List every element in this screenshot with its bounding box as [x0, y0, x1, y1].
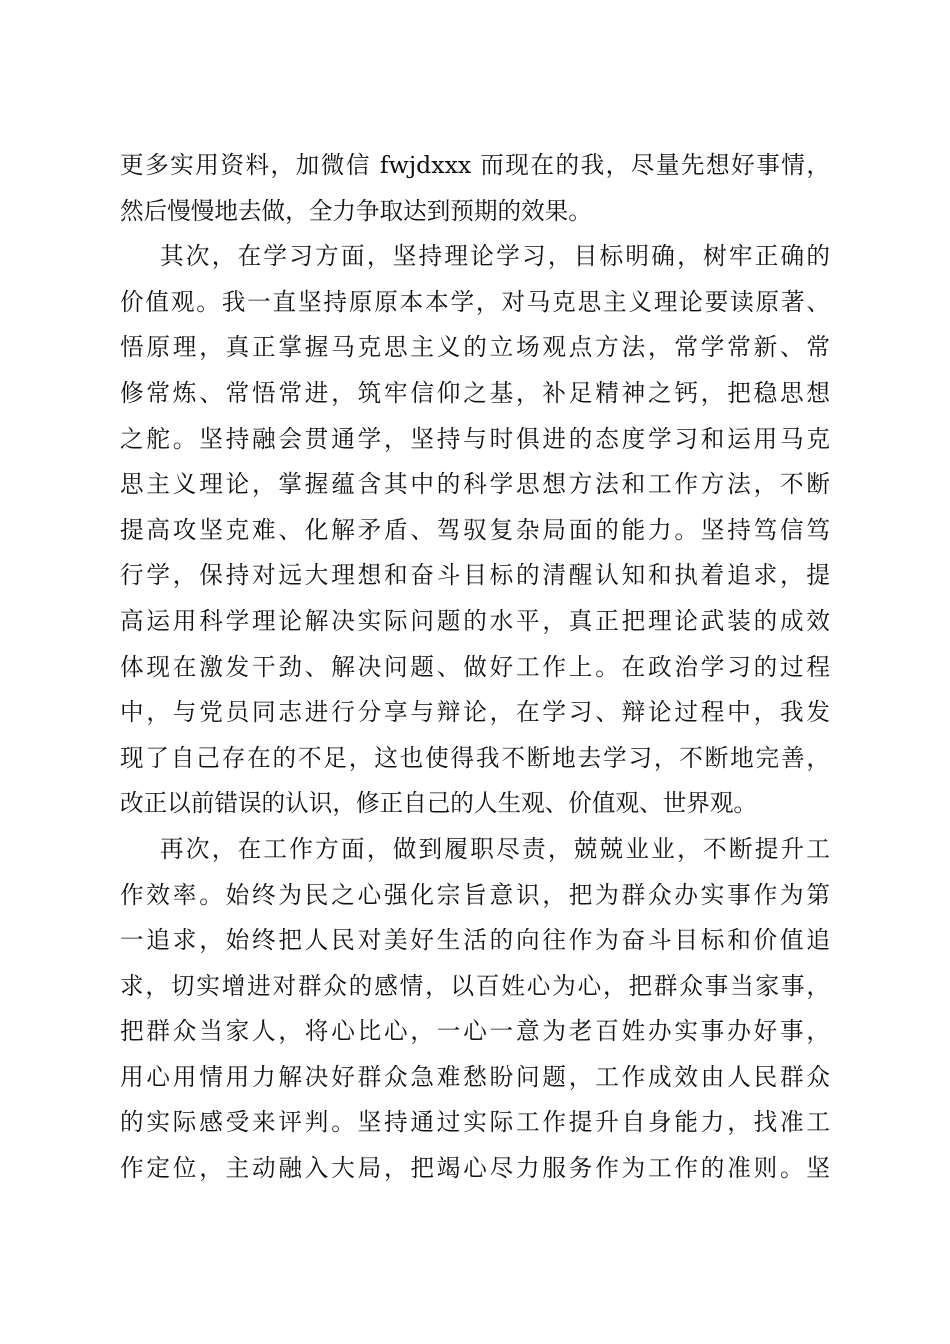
text-line: 作效率。始终为民之心强化宗旨意识，把为群众办实事作为第	[120, 880, 830, 909]
text-line: 提高攻坚克难、化解矛盾、驾驭复杂局面的能力。坚持笃信笃	[120, 515, 830, 544]
text-line: 体现在激发干劲、解决问题、做好工作上。在政治学习的过程	[120, 652, 830, 681]
text-line: 现了自己存在的不足，这也使得我不断地去学习，不断地完善，	[120, 743, 830, 772]
text-line: 悟原理，真正掌握马克思主义的立场观点方法，常学常新、常	[120, 333, 830, 362]
text-line: 然后慢慢地去做，全力争取达到预期的效果。	[120, 196, 592, 225]
paragraph-first-line: 再次，在工作方面，做到履职尽责，兢兢业业，不断提升工	[160, 834, 830, 863]
text-line: 价值观。我一直坚持原原本本学，对马克思主义理论要读原著、	[120, 287, 830, 316]
text-line: 修常炼、常悟常进，筑牢信仰之基，补足精神之钙，把稳思想	[120, 378, 830, 407]
text-line: 思主义理论，掌握蕴含其中的科学思想方法和工作方法，不断	[120, 470, 830, 499]
text-line: 的实际感受来评判。坚持通过实际工作提升自身能力，找准工	[120, 1108, 830, 1137]
text-line: 用心用情用力解决好群众急难愁盼问题，工作成效由人民群众	[120, 1062, 830, 1091]
text-line: 之舵。坚持融会贯通学，坚持与时俱进的态度学习和运用马克	[120, 424, 830, 453]
text-line: 一追求，始终把人民对美好生活的向往作为奋斗目标和价值追	[120, 926, 830, 955]
text-line: 改正以前错误的认识，修正自己的人生观、价值观、世界观。	[120, 789, 758, 818]
text-line: 把群众当家人，将心比心，一心一意为老百姓办实事办好事，	[120, 1017, 830, 1046]
text-line: 作定位，主动融入大局，把竭心尽力服务作为工作的准则。坚	[120, 1154, 830, 1183]
paragraph-first-line: 其次，在学习方面，坚持理论学习，目标明确，树牢正确的	[160, 242, 830, 271]
text-line: 高运用科学理论解决实际问题的水平，真正把理论武装的成效	[120, 606, 830, 635]
text-line: 求，切实增进对群众的感情，以百姓心为心，把群众事当家事，	[120, 971, 830, 1000]
text-line: 行学，保持对远大理想和奋斗目标的清醒认知和执着追求，提	[120, 561, 830, 590]
text-line: 更多实用资料，加微信 fwjdxxx 而现在的我，尽量先想好事情，	[120, 151, 830, 179]
body-text	[120, 143, 830, 1192]
text-line: 中，与党员同志进行分享与辩论，在学习、辩论过程中，我发	[120, 698, 830, 727]
